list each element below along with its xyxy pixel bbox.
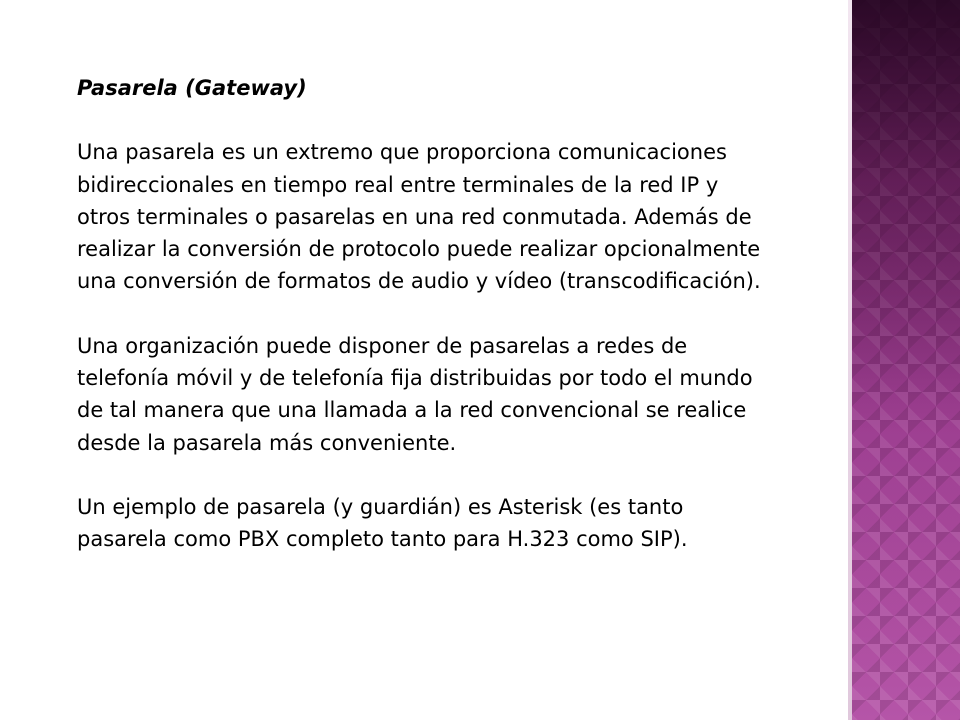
paragraph-example: Un ejemplo de pasarela (y guardián) es Asterisk (es tanto pasarela como PBX completo tanto para H.323 como SIP). bbox=[77, 494, 688, 552]
paragraph-definition: Una pasarela es un extremo que proporciona comunicaciones bidireccionales en tiempo real entre terminales de la red IP y otros terminales o pasarelas en una red conmutada. Además de realizar la conversión de protocolo puede realizar opcionalmente una conversión de formatos de audio y vídeo (transcodificación). bbox=[77, 140, 761, 294]
paragraph-organization: Una organización puede disponer de pasarelas a redes de telefonía móvil y de telefonía fija distribuidas por todo el mundo de tal manera que una llamada a la red convencional se realice desde la pasarela más conveniente. bbox=[77, 333, 753, 455]
slide-title: Pasarela (Gateway) bbox=[77, 76, 307, 100]
slide-content bbox=[77, 72, 777, 556]
decorative-side-panel bbox=[852, 0, 960, 720]
